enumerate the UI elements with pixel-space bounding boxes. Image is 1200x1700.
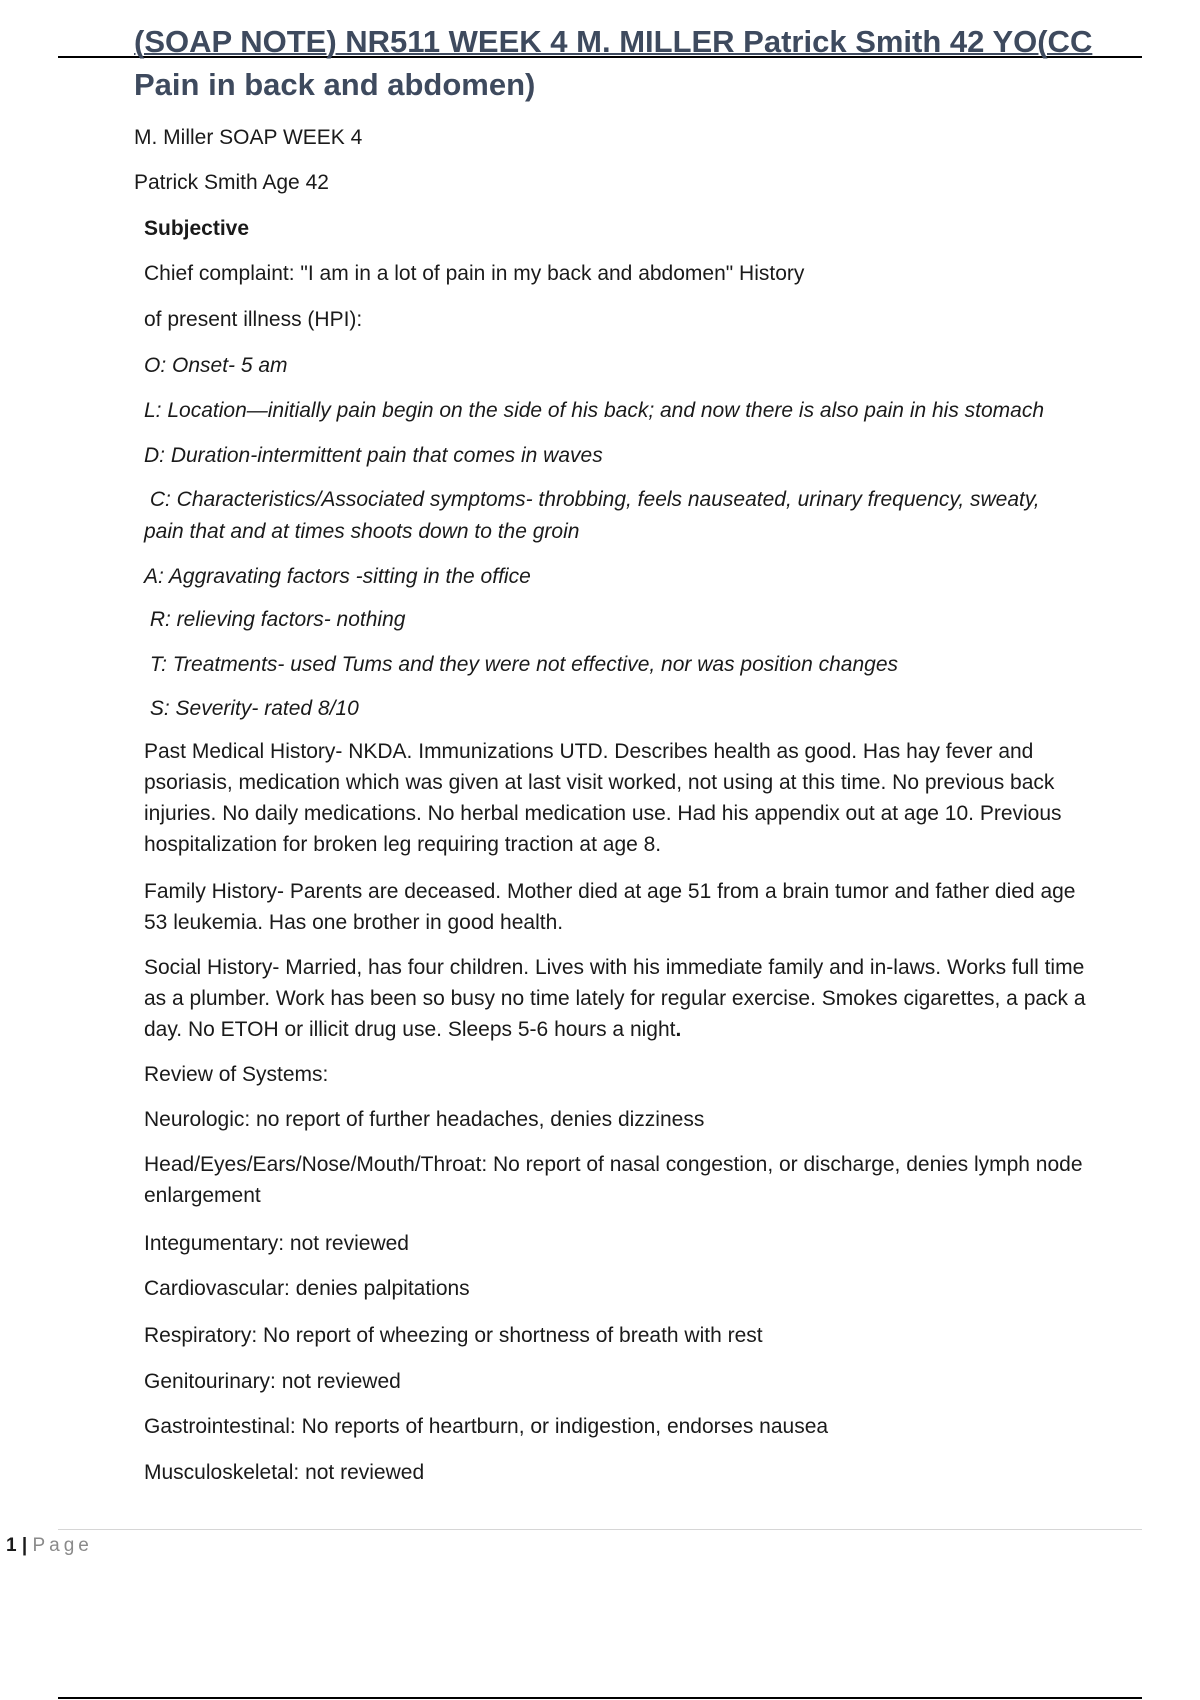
document-title xyxy=(134,20,1144,106)
past-medical-history: Past Medical History- NKDA. Immunizations UTD. Describes health as good. Has hay fever and psoriasis, medication which was given at last visit worked, not using at this time. No previous back injuries. No daily medications. No herbal medication use. Had his appendix out at age 10. Previous hospitalization for broken leg requiring traction at age 8. xyxy=(144,740,1062,856)
hpi-characteristics-line-2: pain that and at times shoots down to the groin xyxy=(144,520,580,543)
ros-cardiovascular: Cardiovascular: denies palpitations xyxy=(144,1277,470,1300)
ros-neurologic: Neurologic: no report of further headaches, denies dizziness xyxy=(144,1108,705,1131)
footer-rule xyxy=(58,1529,1142,1530)
hpi-treatments: T: Treatments- used Tums and they were not effective, nor was position changes xyxy=(144,653,899,676)
ros-genitourinary: Genitourinary: not reviewed xyxy=(144,1370,401,1393)
section-heading-subjective: Subjective xyxy=(144,217,250,240)
page-label: Page xyxy=(32,1535,93,1556)
social-history xyxy=(144,952,1104,1045)
social-history-period: . xyxy=(675,1018,682,1041)
ros-heading: Review of Systems: xyxy=(144,1063,329,1086)
ros-gastrointestinal: Gastrointestinal: No reports of heartburn, or indigestion, endorses nausea xyxy=(144,1415,829,1438)
hpi-aggravating: A: Aggravating factors -sitting in the office xyxy=(144,565,531,588)
hpi-characteristics-line-1: C: Characteristics/Associated symptoms- throbbing, feels nauseated, urinary frequency, sweaty, xyxy=(144,488,1040,511)
hpi-relieving: R: relieving factors- nothing xyxy=(144,608,406,631)
ros-integumentary: Integumentary: not reviewed xyxy=(144,1232,409,1255)
hpi-location: L: Location—initially pain begin on the side of his back; and now there is also pain in his stomach xyxy=(144,399,1045,422)
title-line-1: (SOAP NOTE) NR511 WEEK 4 M. MILLER Patrick Smith 42 YO(CC xyxy=(134,24,1093,59)
page-number: 1 xyxy=(6,1535,17,1556)
bottom-rule xyxy=(58,1697,1142,1699)
page-footer xyxy=(6,1533,93,1559)
hpi-severity: S: Severity- rated 8/10 xyxy=(144,697,359,720)
patient-info: Patrick Smith Age 42 xyxy=(134,171,329,194)
chief-complaint-line-1: Chief complaint: "I am in a lot of pain in my back and abdomen" History xyxy=(144,262,805,285)
title-line-2: Pain in back and abdomen) xyxy=(134,67,536,102)
hpi-onset: O: Onset- 5 am xyxy=(144,354,288,377)
ros-respiratory: Respiratory: No report of wheezing or shortness of breath with rest xyxy=(144,1324,763,1347)
hpi-duration: D: Duration-intermittent pain that comes in waves xyxy=(144,444,603,467)
subtitle: M. Miller SOAP WEEK 4 xyxy=(134,126,363,149)
social-history-text: Social History- Married, has four children. Lives with his immediate family and in-laws. Works full time as a plumber. Work has been so busy no time lately for regular exercise. Smokes cigarettes, a pack a day. No ETOH or illicit drug use. Sleeps 5-6 hours a night xyxy=(144,956,1086,1041)
ros-musculoskeletal: Musculoskeletal: not reviewed xyxy=(144,1461,425,1484)
family-history: Family History- Parents are deceased. Mother died at age 51 from a brain tumor and father died age 53 leukemia. Has one brother in good health. xyxy=(144,880,1076,934)
chief-complaint-line-2: of present illness (HPI): xyxy=(144,308,363,331)
ros-heent: Head/Eyes/Ears/Nose/Mouth/Throat: No report of nasal congestion, or discharge, denies lymph node enlargement xyxy=(144,1153,1083,1207)
page-separator: | xyxy=(21,1535,28,1556)
